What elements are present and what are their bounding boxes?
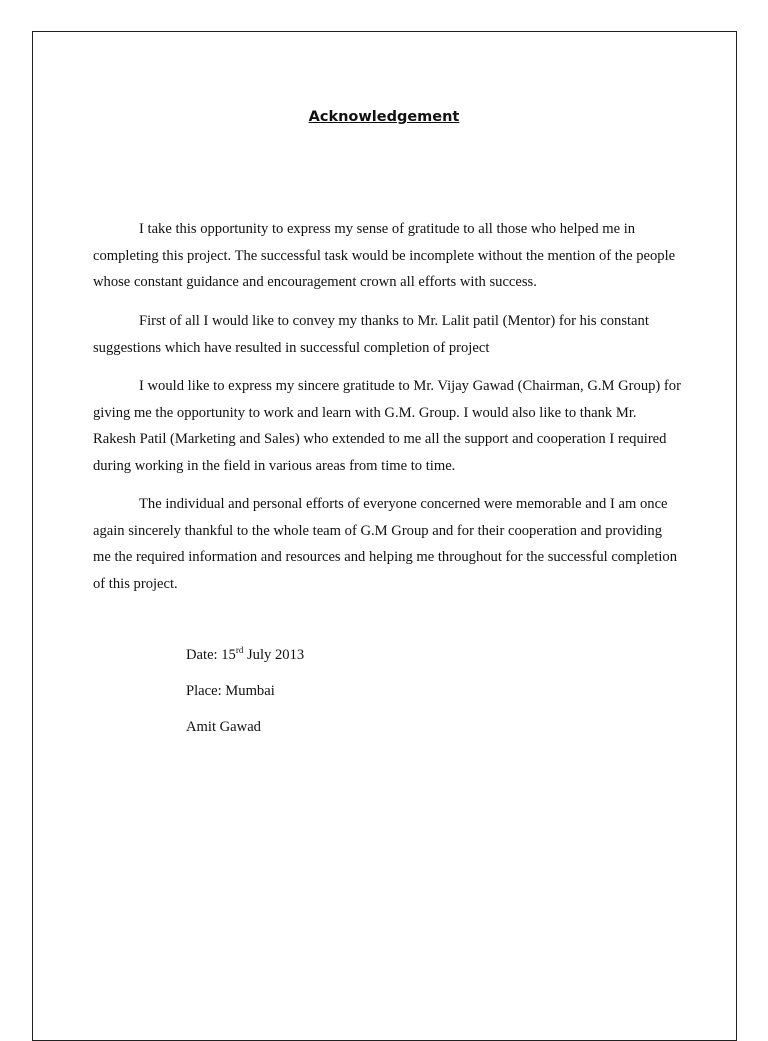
signature-date: [186, 645, 304, 664]
paragraph-1: [93, 216, 683, 296]
document-title: Acknowledgement: [308, 109, 460, 125]
date-ordinal: rd: [235, 645, 244, 655]
date-label: Date: 15: [186, 646, 236, 663]
signature-name: Amit Gawad: [186, 719, 261, 735]
paragraph-text: The individual and personal efforts of everyone concerned were memorable and I am once again sincerely thankful to the whole team of G.M Group and for their cooperation and providing me the required information and resources and helping me throughout for the successful completion of this project.: [93, 496, 677, 592]
paragraph-text: I take this opportunity to express my sense of gratitude to all those who helped me in completing this project. The successful task would be incomplete without the mention of the people whose constant guidance and encouragement crown all efforts with success.: [93, 221, 676, 290]
signature-place: Place: Mumbai: [186, 683, 275, 699]
paragraph-text: First of all I would like to convey my thanks to Mr. Lalit patil (Mentor) for his constant suggestions which have resulted in successful completion of project: [93, 313, 649, 356]
paragraph-3: [93, 373, 683, 479]
paragraph-2: [93, 308, 683, 361]
paragraph-text: I would like to express my sincere gratitude to Mr. Vijay Gawad (Chairman, G.M Group) for giving me the opportunity to work and learn with G.M. Group. I would also like to thank Mr. Rakesh Patil (Marketing and Sales) who extended to me all the support and cooperation I required during working in the field in various areas from time to time.: [93, 378, 681, 474]
paragraph-4: [93, 491, 683, 597]
date-rest: July 2013: [243, 646, 305, 663]
